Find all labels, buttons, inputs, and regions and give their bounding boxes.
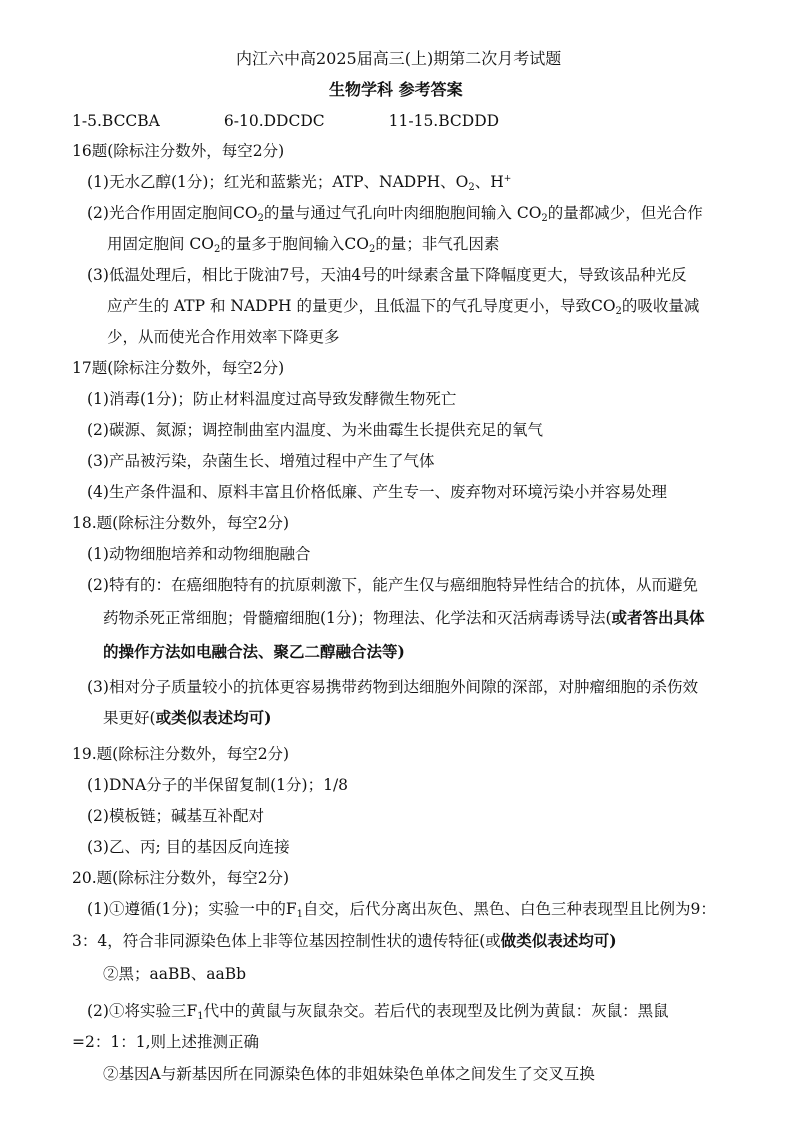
q16-answer-3-line-3: 少，从而使光合作用效率下降更多 (107, 328, 340, 346)
q20-answer-2-line-1: (2)①将实验三$F_1$代中的黄鼠与灰鼠杂交。若后代的表现型及比例为黄鼠：灰鼠：黑鼠 (87, 1002, 669, 1022)
q19-heading: 19.题(除标注分数外，每空2分) (72, 745, 290, 763)
q18-answer-2-line-1: (2)特有的：在癌细胞特有的抗原刺激下，能产生仅与癌细胞特异性结合的抗体，从而避免 (87, 576, 698, 594)
choice-group-2: 6-10.DDCDC (223, 112, 325, 130)
q19-answer-1: (1)DNA分子的半保留复制(1分)；1/8 (87, 776, 349, 794)
q17-heading: 17题(除标注分数外，每空2分) (72, 359, 285, 377)
q18-heading: 18.题(除标注分数外，每空2分) (72, 514, 290, 532)
q17-answer-3: (3)产品被污染，杂菌生长、增殖过程中产生了气体 (87, 452, 435, 470)
page-subtitle: 生物学科 参考答案 (329, 80, 463, 99)
choice-group-3: 11-15.BCDDD (388, 112, 500, 130)
q20-answer-1-line-1: (1)①遵循(1分)；实验一中的$F_1$自交，后代分离出灰色、黑色、白色三种表现型且比例为9： (87, 900, 716, 920)
page-title: 内江六中高2025届高三(上)期第二次月考试题 (236, 49, 562, 68)
q20-answer-2-line-2: =2：1：1,则上述推测正确 (72, 1033, 259, 1051)
q16-answer-3-line-2: 应产生的 ATP 和 NADPH 的量更少，且低温下的气孔导度更小，导致$CO_2$的吸收量减 (107, 297, 700, 317)
q16-answer-3-line-1: (3)低温处理后，相比于陇油7号，天油4号的叶绿素含量下降幅度更大，导致该品种光反 (87, 266, 687, 284)
choice-answers (72, 110, 499, 132)
q20-answer-1-part-2: ②黑；aaBB、aaBb (103, 965, 247, 983)
q17-answer-2: (2)碳源、氮源；调控制曲室内温度、为米曲霉生长提供充足的氧气 (87, 421, 543, 439)
q19-answer-2: (2)模板链；碱基互补配对 (87, 807, 264, 825)
q18-answer-1: (1)动物细胞培养和动物细胞融合 (87, 545, 311, 563)
q20-answer-2-part-2: ②基因A与新基因所在同源染色体的非姐妹染色单体之间发生了交叉互换 (103, 1065, 595, 1083)
q16-heading: 16题(除标注分数外，每空2分) (72, 142, 285, 160)
q17-answer-1: (1)消毒(1分)；防止材料温度过高导致发酵微生物死亡 (87, 390, 457, 408)
choice-group-1: 1-5.BCCBA (72, 112, 160, 130)
q16-answer-2-line-2: 用固定胞间 $CO_2$的量多于胞间输入$CO_2$的量；非气孔因素 (107, 235, 500, 255)
q18-answer-3-line-2: 果更好(或类似表述均可) (103, 708, 272, 727)
q16-answer-2-line-1: (2)光合作用固定胞间$CO_2$的量与通过气孔向叶肉细胞胞间输入 $CO_2$的量都减少，但光合作 (87, 204, 703, 224)
q20-answer-1-line-2: 3：4，符合非同源染色体上非等位基因控制性状的遗传特征(或做类似表述均可) (72, 931, 617, 950)
q16-answer-1: (1)无水乙醇(1分)；红光和蓝紫光；ATP、NADPH、$O_2$、H+ (87, 173, 512, 193)
q18-answer-2-line-2: 药物杀死正常细胞；骨髓瘤细胞(1分)；物理法、化学法和灭活病毒诱导法(或者答出具体 (103, 608, 705, 627)
q17-answer-4: (4)生产条件温和、原料丰富且价格低廉、产生专一、废弃物对环境污染小并容易处理 (87, 483, 667, 501)
q18-answer-2-line-3: 的操作方法如电融合法、聚乙二醇融合法等) (103, 642, 405, 661)
q20-heading: 20.题(除标注分数外，每空2分) (72, 869, 290, 887)
q18-answer-3-line-1: (3)相对分子质量较小的抗体更容易携带药物到达细胞外间隙的深部，对肿瘤细胞的杀伤效 (87, 678, 698, 696)
q19-answer-3: (3)乙、丙; 目的基因反向连接 (87, 838, 290, 856)
